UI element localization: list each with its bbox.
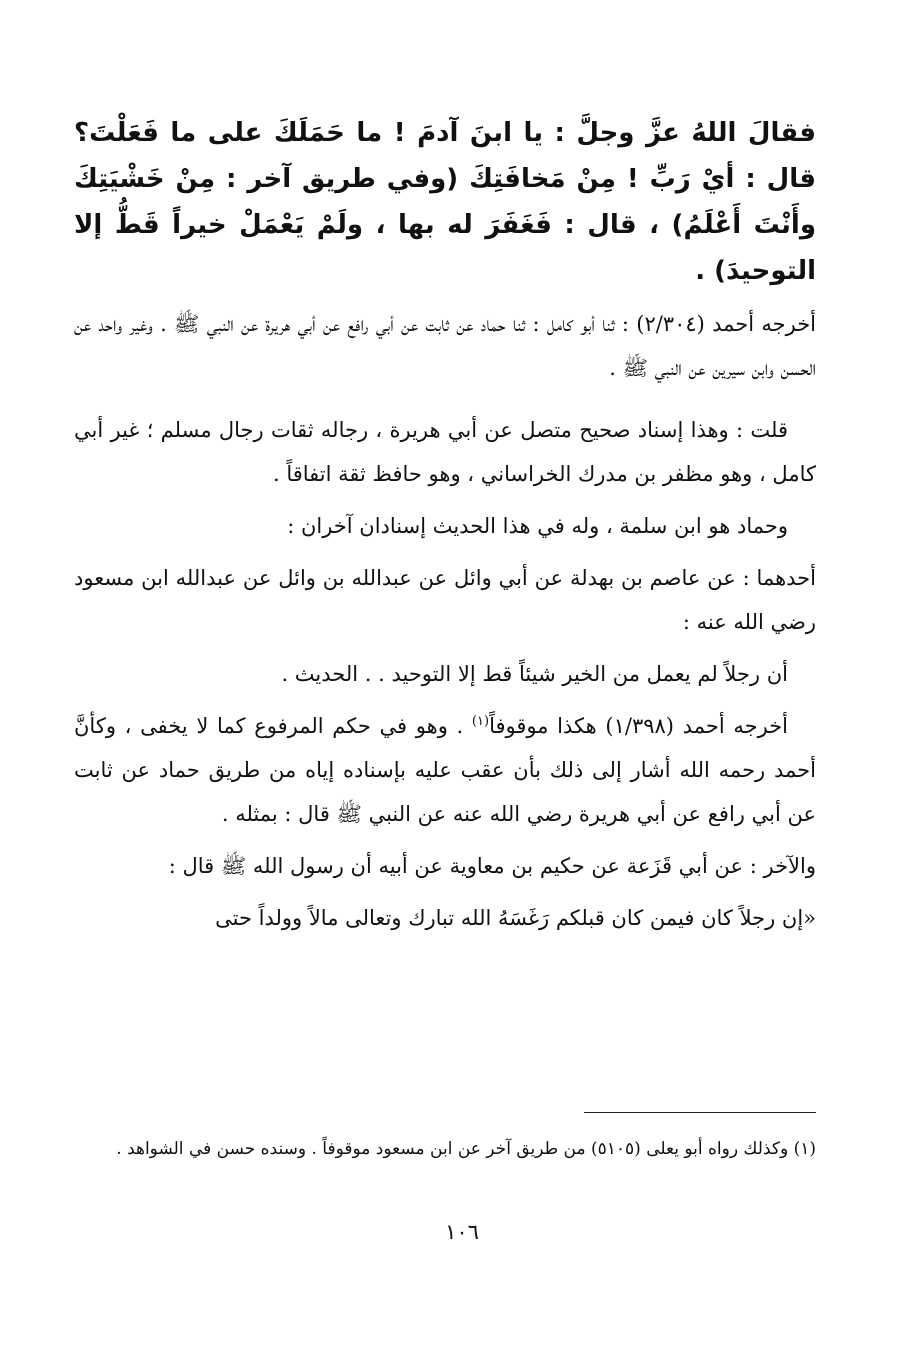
footnote: (١) وكذلك رواه أبو يعلى (٥١٠٥) من طريق آخر عن ابن مسعود موقوفاً . وسنده حسن في الشواهد . [116, 1139, 816, 1159]
takhrij-mawquf-paragraph [74, 704, 816, 836]
page-number: ١٠٦ [445, 1220, 479, 1244]
isnad-intro-paragraph: وحماد هو ابن سلمة ، وله في هذا الحديث إسنادان آخران : [287, 514, 788, 538]
commentary-paragraph: قلت : وهذا إسناد صحيح متصل عن أبي هريرة ، رجاله ثقات رجال مسلم ؛ غير أبي كامل ، وهو مظفر بن مدرك الخراساني ، وهو حافظ ثقة اتفاقاً . [74, 418, 816, 486]
takhrij-paragraph: أخرجه أحمد (٢/٣٠٤) : ثنا أبو كامل : ثنا حماد عن ثابت عن أبي رافع عن أبي هريرة عن النبي ﷺ . وغير واحد عن الحسن وابن سيرين عن النبي ﷺ . [74, 312, 817, 380]
takhrij-text-start: أخرجه أحمد (١/٣٩٨) هكذا موقوفاً [489, 714, 788, 738]
footnote-divider [584, 1112, 816, 1113]
hadith-continuation: «إن رجلاً كان فيمن كان قبلكم رَغَسَهُ الله تبارك وتعالى مالاً وولداً حتى [215, 906, 816, 930]
first-isnad-paragraph: أحدهما : عن عاصم بن بهدلة عن أبي وائل عن عبدالله بن وائل عن عبدالله ابن مسعود رضي الله عنه : [74, 566, 816, 634]
narration-paragraph: أن رجلاً لم يعمل من الخير شيئاً قط إلا التوحيد . . الحديث . [281, 662, 788, 686]
second-isnad-paragraph: والآخر : عن أبي قَزَعة عن حكيم بن معاوية عن أبيه أن رسول الله ﷺ قال : [168, 854, 816, 878]
takhrij-text-end: . وهو في حكم المرفوع كما لا يخفى ، وكأنَّ أحمد رحمه الله أشار إلى ذلك بأن عقب عليه بإسناده إياه من طريق حماد عن ثابت عن أبي رافع عن أبي هريرة رضي الله عنه عن النبي ﷺ قال : بمثله . [74, 714, 816, 826]
hadith-text: فقالَ اللهُ عزَّ وجلَّ : يا ابنَ آدمَ ! ما حَمَلَكَ على ما فَعَلْتَ؟ قال : أيْ رَبِّ ! مِنْ مَخافَتِكَ (وفي طريق آخر : مِنْ خَشْيَتِكَ وأَنْتَ أَعْلَمُ) ، قال : فَغَفَرَ له بها ، ولَمْ يَعْمَلْ خيراً قَطُّ إلا التوحيدَ) . [74, 118, 816, 286]
footnote-marker: (١) [471, 714, 490, 729]
